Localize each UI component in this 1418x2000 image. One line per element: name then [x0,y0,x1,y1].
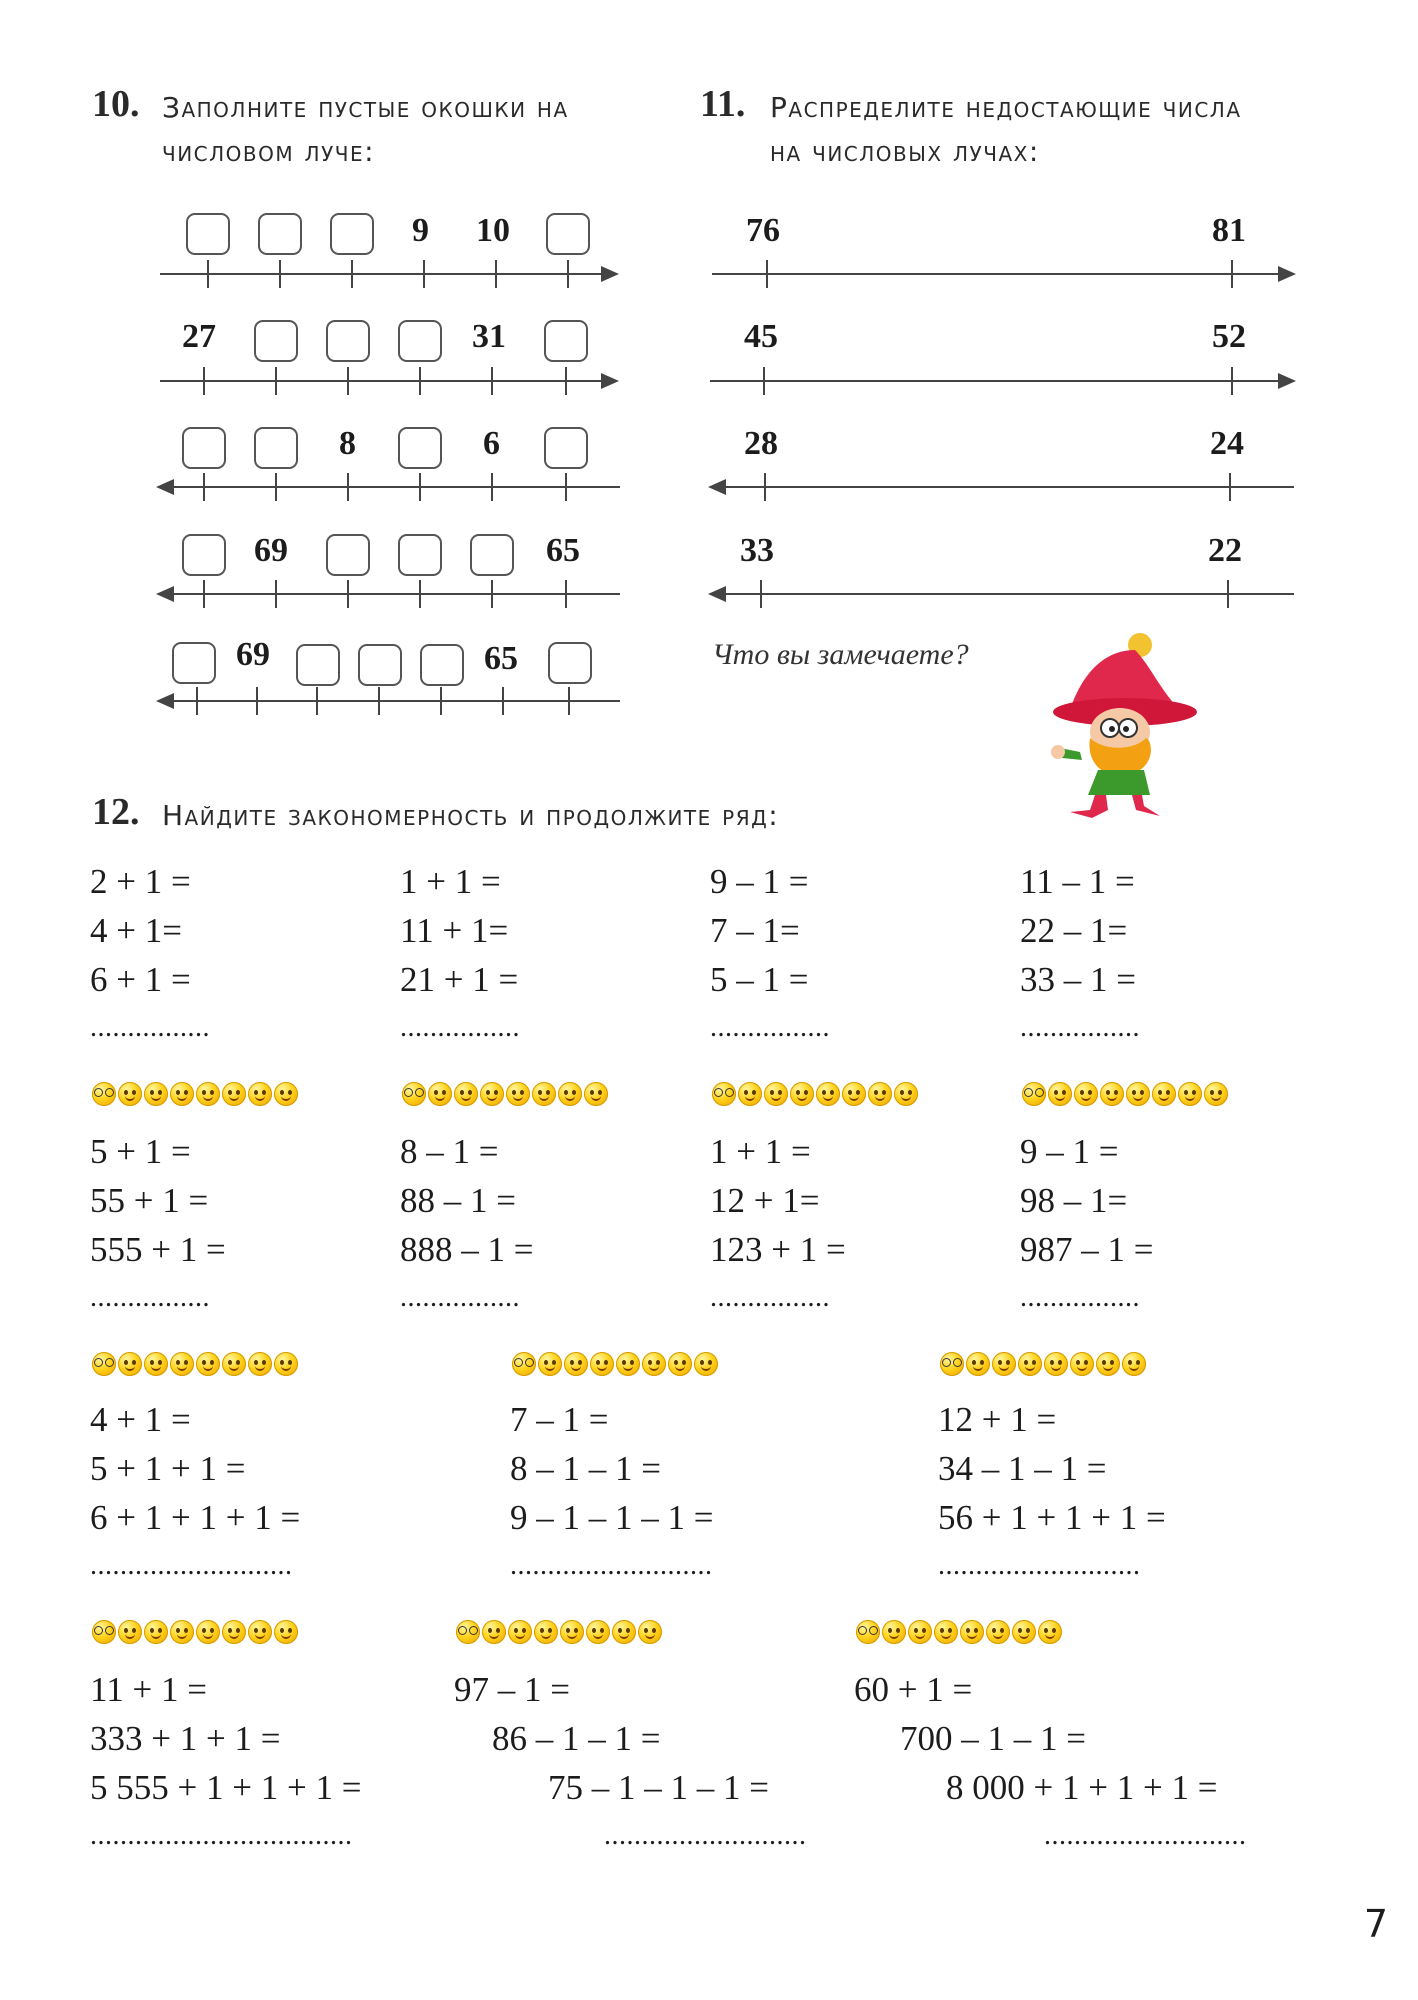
smiley-icon [790,1082,814,1106]
smiley-icon [118,1352,142,1376]
ray-tick [203,473,205,501]
equation: 8 000 + 1 + 1 + 1 = [946,1768,1218,1807]
equation: 555 + 1 = [90,1230,226,1269]
exercise-10-number: 10. [92,83,140,125]
smiley-icon [456,1620,480,1644]
ray-tick [760,580,762,608]
equation: 60 + 1 = [854,1670,973,1709]
smiley-icon [170,1620,194,1644]
smiley-icon [1070,1352,1094,1376]
equation: 1 + 1 = [710,1132,811,1171]
empty-answer-box[interactable] [544,320,588,362]
smiley-icon [144,1352,168,1376]
exercise-10-instruction-line2: числовом луче: [162,135,376,168]
equation: 75 – 1 – 1 – 1 = [548,1768,769,1807]
smiley-icon [538,1352,562,1376]
equation: 8 – 1 = [400,1132,499,1171]
empty-answer-box[interactable] [258,213,302,255]
smiley-icon [1178,1082,1202,1106]
empty-answer-box[interactable] [254,320,298,362]
gnome-illustration [1040,620,1210,820]
ray-label: 69 [254,532,288,569]
arrow-left-icon [156,586,174,602]
ray-label: 65 [546,532,580,569]
ray-line [160,700,620,702]
ray-tick [207,260,209,288]
smiley-icon [1038,1620,1062,1644]
smiley-icon [560,1620,584,1644]
ray-tick [419,473,421,501]
smiley-icon [764,1082,788,1106]
ray-tick [565,580,567,608]
smiley-icon [1012,1620,1036,1644]
ray-label: 24 [1210,425,1244,462]
equation: 55 + 1 = [90,1181,209,1220]
answer-dots[interactable]: ................ [1020,1282,1140,1313]
smiley-icon [428,1082,452,1106]
ray-tick [1227,580,1229,608]
smiley-icon [842,1082,866,1106]
ray-line [712,273,1292,275]
smiley-icon [222,1352,246,1376]
smiley-icon [480,1082,504,1106]
ray-label: 27 [182,318,216,355]
ray-tick [347,473,349,501]
equation: 6 + 1 + 1 + 1 = [90,1498,301,1537]
equation: 987 – 1 = [1020,1230,1154,1269]
exercise-10-instruction-line1: Заполните пустые окошки на [162,91,569,124]
smiley-icon [92,1082,116,1106]
ray-tick [568,687,570,715]
smiley-icon [482,1620,506,1644]
smiley-icon [694,1352,718,1376]
smiley-icon [196,1082,220,1106]
page-number: 7 [1363,1902,1388,1946]
smiley-icon [856,1620,880,1644]
equation: 97 – 1 = [454,1670,570,1709]
empty-answer-box[interactable] [544,427,588,469]
equation: 5 555 + 1 + 1 + 1 = [90,1768,362,1807]
question-what-do-you-notice: Что вы замечаете? [712,638,969,671]
smiley-icon [586,1620,610,1644]
smiley-icon [196,1352,220,1376]
smiley-icon [506,1082,530,1106]
smiley-icon [638,1620,662,1644]
equation: 123 + 1 = [710,1230,846,1269]
ray-tick [256,687,258,715]
answer-dots[interactable]: ........................... [90,1550,293,1581]
answer-dots[interactable]: ................ [710,1012,830,1043]
smiley-divider [92,1620,298,1646]
equation: 5 – 1 = [710,960,809,999]
smiley-icon [1100,1082,1124,1106]
ray-tick [491,473,493,501]
answer-dots[interactable]: ................ [90,1282,210,1313]
equation: 4 + 1= [90,911,182,950]
smiley-icon [118,1082,142,1106]
smiley-icon [668,1352,692,1376]
smiley-divider [512,1352,718,1378]
ray-label: 31 [472,318,506,355]
smiley-icon [1018,1352,1042,1376]
ray-line [160,273,615,275]
smiley-icon [564,1352,588,1376]
smiley-icon [248,1352,272,1376]
ray-tick [565,367,567,395]
equation: 98 – 1= [1020,1181,1128,1220]
equation: 11 + 1= [400,911,509,950]
answer-dots[interactable]: ................................... [90,1820,353,1851]
smiley-icon [1022,1082,1046,1106]
equation: 7 – 1= [710,911,800,950]
equation: 22 – 1= [1020,911,1128,950]
empty-answer-box[interactable] [546,213,590,255]
smiley-icon [940,1352,964,1376]
ray-line [160,486,620,488]
empty-answer-box[interactable] [254,427,298,469]
equation: 34 – 1 – 1 = [938,1449,1107,1488]
smiley-icon [558,1082,582,1106]
ray-tick [1231,260,1233,288]
arrow-left-icon [708,479,726,495]
ray-tick [203,580,205,608]
ray-tick [419,580,421,608]
equation: 9 – 1 = [710,862,809,901]
smiley-icon [1096,1352,1120,1376]
smiley-icon [1126,1082,1150,1106]
equation: 7 – 1 = [510,1400,609,1439]
ray-tick [1229,473,1231,501]
equation: 4 + 1 = [90,1400,191,1439]
smiley-icon [612,1620,636,1644]
smiley-divider [856,1620,1062,1646]
empty-answer-box[interactable] [398,534,442,576]
smiley-divider [92,1082,298,1108]
smiley-icon [1048,1082,1072,1106]
arrow-right-icon [601,266,619,282]
exercise-11-instruction-line2: на числовых лучах: [770,135,1040,168]
empty-answer-box[interactable] [398,427,442,469]
exercise-12-instruction: Найдите закономерность и продолжите ряд: [162,799,780,832]
ray-label: 69 [236,636,270,673]
answer-dots[interactable]: ................ [90,1012,210,1043]
smiley-icon [144,1082,168,1106]
answer-dots[interactable]: ................ [1020,1012,1140,1043]
equation: 33 – 1 = [1020,960,1136,999]
equation: 11 + 1 = [90,1670,207,1709]
smiley-icon [960,1620,984,1644]
ray-tick [502,687,504,715]
ray-tick [440,687,442,715]
ray-label: 28 [744,425,778,462]
arrow-left-icon [156,479,174,495]
empty-answer-box[interactable] [182,534,226,576]
empty-answer-box[interactable] [296,644,340,686]
exercise-11-instruction-line1: Распределите недостающие числа [770,91,1242,124]
smiley-icon [816,1082,840,1106]
equation: 56 + 1 + 1 + 1 = [938,1498,1166,1537]
ray-tick [347,580,349,608]
ray-tick [766,260,768,288]
empty-answer-box[interactable] [358,644,402,686]
equation: 888 – 1 = [400,1230,534,1269]
smiley-icon [738,1082,762,1106]
ray-tick [491,367,493,395]
smiley-icon [118,1620,142,1644]
arrow-right-icon [601,373,619,389]
arrow-right-icon [1278,373,1296,389]
ray-tick [495,260,497,288]
empty-answer-box[interactable] [398,320,442,362]
empty-answer-box[interactable] [182,427,226,469]
smiley-icon [92,1352,116,1376]
smiley-icon [868,1082,892,1106]
smiley-icon [274,1082,298,1106]
ray-tick [423,260,425,288]
empty-answer-box[interactable] [470,534,514,576]
equation: 9 – 1 = [1020,1132,1119,1171]
ray-tick [316,687,318,715]
equation: 86 – 1 – 1 = [492,1719,661,1758]
empty-answer-box[interactable] [330,213,374,255]
equation: 1 + 1 = [400,862,501,901]
smiley-icon [170,1352,194,1376]
smiley-divider [402,1082,608,1108]
ray-label: 81 [1212,212,1246,249]
arrow-left-icon [708,586,726,602]
ray-tick [196,687,198,715]
arrow-right-icon [1278,266,1296,282]
equation: 12 + 1 = [938,1400,1057,1439]
smiley-icon [966,1352,990,1376]
ray-label: 6 [483,425,500,462]
empty-answer-box[interactable] [326,534,370,576]
ray-tick [275,367,277,395]
smiley-divider [712,1082,918,1108]
smiley-icon [274,1352,298,1376]
answer-dots[interactable]: ........................... [1044,1820,1247,1851]
equation: 12 + 1= [710,1181,820,1220]
equation: 8 – 1 – 1 = [510,1449,661,1488]
empty-answer-box[interactable] [172,642,216,684]
ray-tick [764,473,766,501]
answer-dots[interactable]: ................ [710,1282,830,1313]
ray-tick [491,580,493,608]
ray-label: 76 [746,212,780,249]
ray-tick [347,367,349,395]
smiley-icon [222,1620,246,1644]
ray-line [710,380,1292,382]
ray-line [712,593,1294,595]
smiley-divider [92,1352,298,1378]
smiley-icon [402,1082,426,1106]
smiley-icon [92,1620,116,1644]
smiley-icon [144,1620,168,1644]
ray-tick [1231,367,1233,395]
ray-tick [279,260,281,288]
ray-tick [275,580,277,608]
smiley-icon [512,1352,536,1376]
answer-dots[interactable]: ........................... [938,1550,1141,1581]
ray-tick [378,687,380,715]
smiley-icon [712,1082,736,1106]
ray-tick [419,367,421,395]
empty-answer-box[interactable] [326,320,370,362]
ray-line [712,486,1294,488]
equation: 333 + 1 + 1 = [90,1719,281,1758]
answer-dots[interactable]: ................ [400,1282,520,1313]
smiley-icon [934,1620,958,1644]
ray-label: 45 [744,318,778,355]
smiley-icon [1074,1082,1098,1106]
smiley-icon [170,1082,194,1106]
smiley-icon [642,1352,666,1376]
equation: 21 + 1 = [400,960,519,999]
answer-dots[interactable]: ................ [400,1012,520,1043]
ray-tick [565,473,567,501]
ray-label: 65 [484,640,518,677]
ray-tick [275,473,277,501]
equation: 9 – 1 – 1 – 1 = [510,1498,714,1537]
equation: 2 + 1 = [90,862,191,901]
ray-tick [203,367,205,395]
ray-label: 10 [476,212,510,249]
ray-label: 33 [740,532,774,569]
smiley-divider [1022,1082,1228,1108]
ray-tick [567,260,569,288]
ray-line [160,380,615,382]
ray-label: 52 [1212,318,1246,355]
smiley-icon [196,1620,220,1644]
equation: 11 – 1 = [1020,862,1135,901]
arrow-left-icon [156,693,174,709]
smiley-divider [456,1620,662,1646]
smiley-icon [1044,1352,1068,1376]
exercise-12-number: 12. [92,791,140,833]
equation: 5 + 1 + 1 = [90,1449,246,1488]
smiley-icon [882,1620,906,1644]
smiley-icon [248,1082,272,1106]
smiley-icon [1152,1082,1176,1106]
ray-label: 8 [339,425,356,462]
ray-tick [763,367,765,395]
smiley-icon [274,1620,298,1644]
smiley-icon [992,1352,1016,1376]
answer-dots[interactable]: ........................... [604,1820,807,1851]
smiley-divider [940,1352,1146,1378]
smiley-icon [532,1082,556,1106]
smiley-icon [508,1620,532,1644]
smiley-icon [1122,1352,1146,1376]
smiley-icon [534,1620,558,1644]
equation: 5 + 1 = [90,1132,191,1171]
smiley-icon [222,1082,246,1106]
equation: 88 – 1 = [400,1181,516,1220]
ray-label: 22 [1208,532,1242,569]
exercise-11-number: 11. [700,83,746,125]
smiley-icon [590,1352,614,1376]
smiley-icon [616,1352,640,1376]
smiley-icon [248,1620,272,1644]
smiley-icon [454,1082,478,1106]
empty-answer-box[interactable] [420,644,464,686]
equation: 6 + 1 = [90,960,191,999]
ray-tick [351,260,353,288]
ray-line [160,593,620,595]
smiley-icon [894,1082,918,1106]
smiley-icon [986,1620,1010,1644]
smiley-icon [1204,1082,1228,1106]
empty-answer-box[interactable] [186,213,230,255]
empty-answer-box[interactable] [548,642,592,684]
equation: 700 – 1 – 1 = [900,1719,1086,1758]
answer-dots[interactable]: ........................... [510,1550,713,1581]
ray-label: 9 [412,212,429,249]
smiley-icon [908,1620,932,1644]
smiley-icon [584,1082,608,1106]
